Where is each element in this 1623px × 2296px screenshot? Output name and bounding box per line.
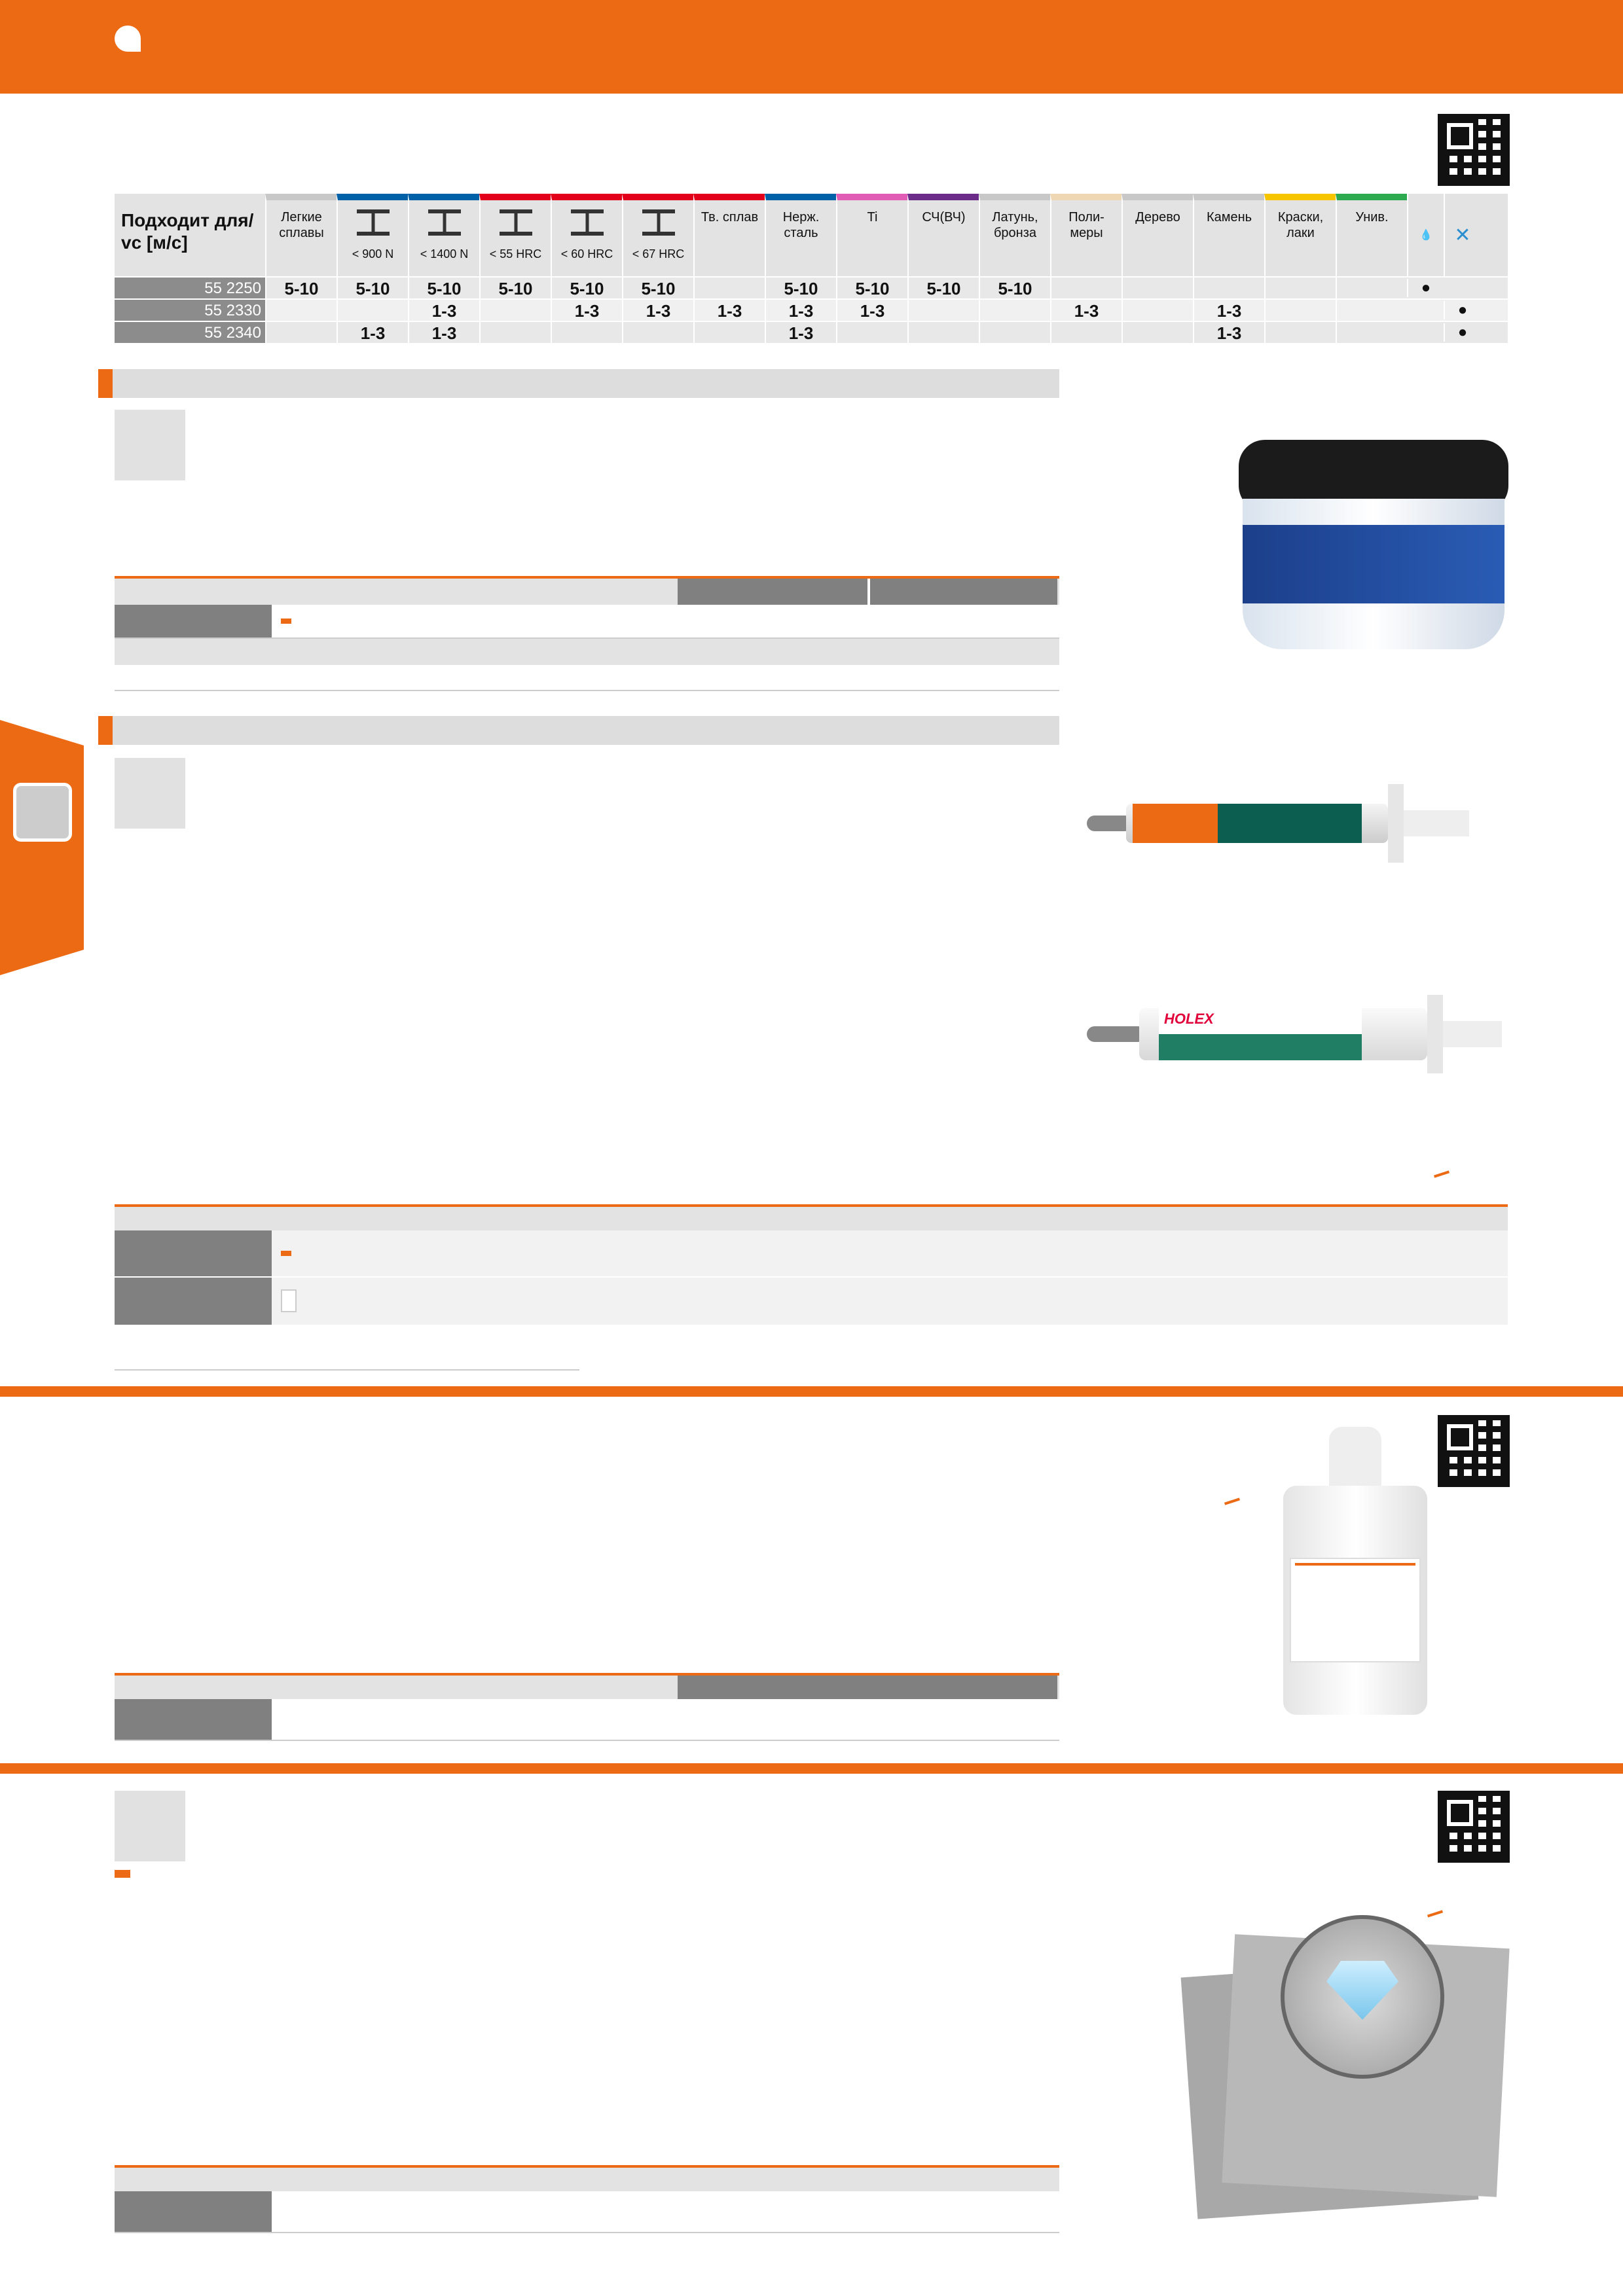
compat-cell: 1-3	[1193, 322, 1264, 343]
ibeam-icon	[357, 209, 390, 236]
water-drop-icon: ✕	[1444, 194, 1480, 276]
section-tab-icon	[13, 783, 72, 842]
compat-cell: 1-3	[693, 300, 765, 321]
thinner-article[interactable]	[115, 1699, 272, 1740]
ibeam-icon	[428, 209, 461, 236]
ibeam-icon	[500, 209, 532, 236]
compat-col-label: Легкие сплавы	[279, 210, 324, 240]
compat-cell	[265, 322, 337, 343]
compat-cell: 1-3	[408, 300, 479, 321]
diamond-table	[115, 1204, 1508, 1371]
sic-badge	[115, 410, 185, 480]
compat-cell: 1-3	[551, 300, 622, 321]
sic-table-header	[115, 576, 1059, 605]
compat-cell	[907, 322, 979, 343]
compat-cell: 5-10	[551, 278, 622, 298]
diamond-table-header	[115, 1204, 1508, 1230]
thinner-description	[115, 1457, 1084, 1482]
compat-body	[115, 276, 1508, 343]
compat-col-sub: < 1400 N	[420, 247, 469, 260]
holex-logo	[272, 1292, 376, 1310]
compat-col-sub: < 55 HRC	[489, 247, 542, 260]
compat-col-label: Нерж. сталь	[782, 210, 820, 240]
compat-cell: 5-10	[337, 278, 408, 298]
compat-cell	[1193, 278, 1264, 298]
compat-col-label: Унив.	[1355, 210, 1389, 224]
compat-cell	[1336, 322, 1407, 343]
compat-cell	[1264, 278, 1336, 298]
compat-cell	[979, 300, 1050, 321]
compat-cell	[1050, 322, 1122, 343]
compat-col-label: Камень	[1206, 210, 1252, 224]
compat-row-article[interactable]: 55 2330	[115, 300, 265, 321]
compat-cell	[693, 322, 765, 343]
compat-cell	[979, 322, 1050, 343]
compat-cell	[479, 300, 551, 321]
water-dot: ●	[1444, 301, 1480, 319]
new-badge-thinner	[1224, 1498, 1240, 1505]
compat-cell: 5-10	[979, 278, 1050, 298]
compat-cell: 1-3	[622, 300, 693, 321]
sic-article[interactable]	[115, 605, 272, 637]
sic-table	[115, 576, 1059, 691]
compat-col-7	[765, 194, 836, 276]
sic-jar-image	[1239, 440, 1508, 656]
compat-col-label: Тв. сплав	[701, 210, 759, 224]
diamond-color-row	[115, 1325, 1508, 1371]
compat-col-10	[979, 194, 1050, 276]
compat-row[interactable]	[115, 276, 1508, 298]
compat-cell	[1050, 278, 1122, 298]
compat-cell	[1264, 322, 1336, 343]
compat-col-label: Латунь, бронза	[992, 210, 1038, 240]
sic-section-bar	[98, 369, 1059, 398]
compat-cell	[907, 300, 979, 321]
oil-dot: ●	[1407, 279, 1444, 297]
compat-cell	[836, 322, 907, 343]
divider-orange	[0, 1763, 1623, 1774]
diamond-article-552340[interactable]	[115, 1278, 272, 1325]
compat-cell	[265, 300, 337, 321]
compat-col-label: Дерево	[1135, 210, 1180, 224]
compat-col-0	[265, 194, 337, 276]
garant-logo	[272, 1247, 376, 1259]
hoffmann-logo-icon	[115, 26, 141, 52]
compat-col-5	[622, 194, 693, 276]
compat-cell: 5-10	[479, 278, 551, 298]
compat-col-sub: < 900 N	[352, 247, 394, 260]
diamond-description	[115, 836, 1097, 861]
compat-col-8	[836, 194, 907, 276]
compat-col-label: Краски, лаки	[1277, 210, 1324, 240]
compat-corner: Подходит для/ vc [м/с]	[121, 210, 254, 253]
compat-row[interactable]	[115, 298, 1508, 321]
compat-cell	[551, 322, 622, 343]
compat-cell: 5-10	[622, 278, 693, 298]
compat-cell: 1-3	[765, 300, 836, 321]
compat-cell	[1122, 300, 1193, 321]
compat-cell	[337, 300, 408, 321]
compat-col-15	[1336, 194, 1407, 276]
compat-row-article[interactable]: 55 2340	[115, 322, 265, 343]
sic-product-row[interactable]	[115, 605, 1059, 639]
divider-orange	[0, 1386, 1623, 1397]
sic-application	[115, 516, 1097, 541]
compat-col-sub: < 60 HRC	[560, 247, 613, 260]
compat-cell	[1122, 322, 1193, 343]
compat-cell	[479, 322, 551, 343]
compat-cell	[622, 322, 693, 343]
compat-col-9	[907, 194, 979, 276]
compat-col-11	[1050, 194, 1122, 276]
compat-cell: 5-10	[265, 278, 337, 298]
garant-logo	[272, 615, 376, 627]
compat-cell: 5-10	[907, 278, 979, 298]
brand-logo[interactable]	[115, 21, 147, 56]
compat-col-label: СЧ(ВЧ)	[922, 210, 966, 224]
compatibility-table	[115, 194, 1508, 343]
thinner-table	[115, 1673, 1059, 1741]
ibeam-icon	[571, 209, 604, 236]
compat-cell	[1336, 300, 1407, 321]
water-dot: ●	[1444, 323, 1480, 342]
compat-cell: 5-10	[836, 278, 907, 298]
compat-cell	[1122, 278, 1193, 298]
cloth-table	[115, 2165, 1059, 2233]
compat-cell	[1264, 300, 1336, 321]
compat-cell: 1-3	[836, 300, 907, 321]
cloth-table-header	[115, 2165, 1059, 2191]
diamond-row-552330[interactable]	[115, 1230, 1508, 1278]
compat-col-3	[479, 194, 551, 276]
compat-col-13	[1193, 194, 1264, 276]
diamond-article-552330[interactable]	[115, 1230, 272, 1276]
compat-row-article[interactable]: 55 2250	[115, 278, 265, 298]
compat-col-sub: < 67 HRC	[632, 247, 685, 260]
diamond-badge	[115, 758, 185, 829]
garant-logo	[115, 1869, 130, 1881]
compat-col-label: Поли- меры	[1068, 210, 1104, 240]
compat-cell: 1-3	[408, 322, 479, 343]
compat-row[interactable]	[115, 321, 1508, 343]
sic-grain-row	[115, 639, 1059, 665]
compat-col-12	[1122, 194, 1193, 276]
new-badge-diamond	[1434, 1170, 1450, 1177]
diamond-row-552340[interactable]	[115, 1278, 1508, 1325]
compat-header-row	[115, 194, 1508, 276]
compat-cell	[1336, 278, 1407, 298]
compat-cell: 1-3	[1050, 300, 1122, 321]
section-tab[interactable]	[0, 720, 84, 975]
diamond-section-bar	[98, 716, 1059, 745]
thinner-product-row[interactable]	[115, 1699, 1059, 1741]
compat-cell	[693, 278, 765, 298]
cloth-badge	[115, 1791, 185, 1861]
compat-cell: 1-3	[337, 322, 408, 343]
ibeam-icon	[642, 209, 675, 236]
qr-code-icon[interactable]	[1438, 1415, 1510, 1487]
compat-col-4	[551, 194, 622, 276]
compat-col-label: Ti	[867, 210, 878, 224]
compat-col-2	[408, 194, 479, 276]
compat-cell: 1-3	[1193, 300, 1264, 321]
qr-code-icon[interactable]	[1438, 1791, 1510, 1863]
cloth-image	[1189, 1915, 1503, 2229]
compat-col-1	[337, 194, 408, 276]
thinner-bottle-image	[1283, 1427, 1427, 1715]
thinner-table-header	[115, 1673, 1059, 1699]
compat-col-14	[1264, 194, 1336, 276]
compat-col-6	[693, 194, 765, 276]
oil-drop-icon: 💧	[1407, 194, 1444, 276]
cloth-article[interactable]	[115, 2191, 272, 2232]
cloth-description	[115, 1918, 1077, 1967]
header-bar	[0, 0, 1623, 94]
sic-fineness-row	[115, 665, 1059, 691]
compat-cell: 5-10	[765, 278, 836, 298]
compat-cell: 1-3	[765, 322, 836, 343]
syringe-5g-image	[1087, 784, 1473, 863]
cloth-product-row[interactable]	[115, 2191, 1059, 2233]
compat-cell: 5-10	[408, 278, 479, 298]
qr-code-icon[interactable]	[1438, 114, 1510, 186]
syringe-10g-image: HOLEX	[1087, 995, 1506, 1073]
